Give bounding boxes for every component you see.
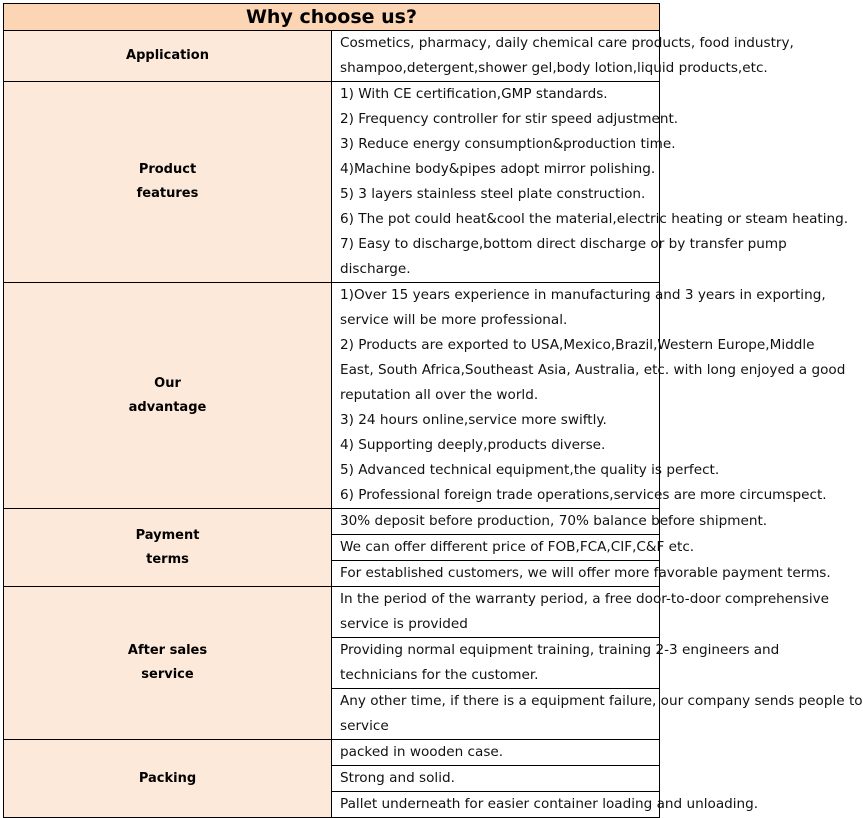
text-line: Providing normal equipment training, training 2-3 engineers and [340, 642, 780, 658]
feature-line: 3) Reduce energy consumption&production time. [340, 136, 676, 152]
text-line: service [340, 718, 389, 734]
application-content [332, 31, 794, 82]
text-line: shampoo,detergent,shower gel,body lotion,liquid products,etc. [340, 60, 768, 76]
text-line: We can offer different price of FOB,FCA,CIF,C&F etc. [340, 539, 695, 555]
table-title: Why choose us? [4, 4, 660, 31]
application-row [4, 31, 660, 82]
after-sales-row [4, 587, 660, 638]
our-advantage-content [332, 283, 846, 509]
payment-term-cell [332, 535, 695, 561]
packing-cell [332, 792, 759, 818]
advantage-line: 2) Products are exported to USA,Mexico,Brazil,Western Europe,Middle [340, 337, 815, 353]
label-line: features [136, 186, 199, 201]
advantage-line: 5) Advanced technical equipment,the quality is perfect. [340, 462, 720, 478]
text-line: packed in wooden case. [340, 744, 504, 760]
payment-term-cell [332, 561, 831, 587]
advantage-line: East, South Africa,Southeast Asia, Australia, etc. with long enjoyed a good [340, 362, 846, 378]
label-line: advantage [128, 399, 207, 415]
why-choose-us-table [3, 3, 863, 818]
our-advantage-label [4, 283, 332, 509]
feature-line: 1) With CE certification,GMP standards. [340, 86, 608, 102]
advantage-line: service will be more professional. [340, 312, 568, 328]
label-line: After sales [127, 643, 208, 658]
after-sales-cell [332, 587, 830, 638]
text-line: Strong and solid. [340, 770, 455, 786]
text-line: technicians for the customer. [340, 667, 539, 683]
advantage-line: 6) Professional foreign trade operations,services are more circumspect. [340, 487, 827, 503]
packing-cell [332, 740, 660, 766]
text-line: Pallet underneath for easier container loading and unloading. [340, 796, 759, 812]
text-line: 30% deposit before production, 70% balance before shipment. [340, 513, 768, 529]
text-line: In the period of the warranty period, a free door-to-door comprehensive [340, 591, 830, 607]
product-features-content [332, 82, 849, 283]
packing-row [4, 740, 660, 766]
text-line: service is provided [340, 616, 468, 632]
payment-terms-row [4, 509, 660, 535]
label-line: Application [126, 48, 209, 63]
application-label [4, 31, 332, 82]
advantage-line: 3) 24 hours online,service more swiftly. [340, 412, 607, 428]
why-choose-us-table-wrapper [3, 3, 863, 818]
packing-cell [332, 766, 660, 792]
label-line: terms [146, 551, 189, 567]
after-sales-cell [332, 689, 863, 740]
payment-terms-label [4, 509, 332, 587]
label-line: Payment [135, 527, 200, 543]
advantage-line: 4) Supporting deeply,products diverse. [340, 437, 606, 453]
packing-label [4, 740, 332, 818]
after-sales-label [4, 587, 332, 740]
label-line: Our [154, 375, 181, 391]
feature-line: 5) 3 layers stainless steel plate construction. [340, 186, 646, 202]
title-row [4, 4, 660, 31]
feature-line: 7) Easy to discharge,bottom direct discharge or by transfer pump [340, 236, 787, 252]
after-sales-cell [332, 638, 780, 689]
label-line: Packing [138, 770, 197, 786]
text-line: Any other time, if there is a equipment failure, our company sends people to [340, 693, 863, 709]
payment-term-cell [332, 509, 768, 535]
text-line: For established customers, we will offer more favorable payment terms. [340, 565, 831, 581]
product-features-row [4, 82, 660, 283]
feature-line: 6) The pot could heat&cool the material,electric heating or steam heating. [340, 211, 849, 227]
feature-line: 2) Frequency controller for stir speed adjustment. [340, 111, 679, 127]
advantage-line: 1)Over 15 years experience in manufacturing and 3 years in exporting, [340, 287, 826, 303]
our-advantage-row [4, 283, 660, 509]
advantage-line: reputation all over the world. [340, 387, 539, 403]
label-line: Product [138, 162, 197, 177]
text-line: Cosmetics, pharmacy, daily chemical care products, food industry, [340, 35, 794, 51]
feature-line: 4)Machine body&pipes adopt mirror polishing. [340, 161, 656, 177]
label-line: service [141, 667, 194, 682]
product-features-label [4, 82, 332, 283]
feature-line: discharge. [340, 261, 411, 277]
